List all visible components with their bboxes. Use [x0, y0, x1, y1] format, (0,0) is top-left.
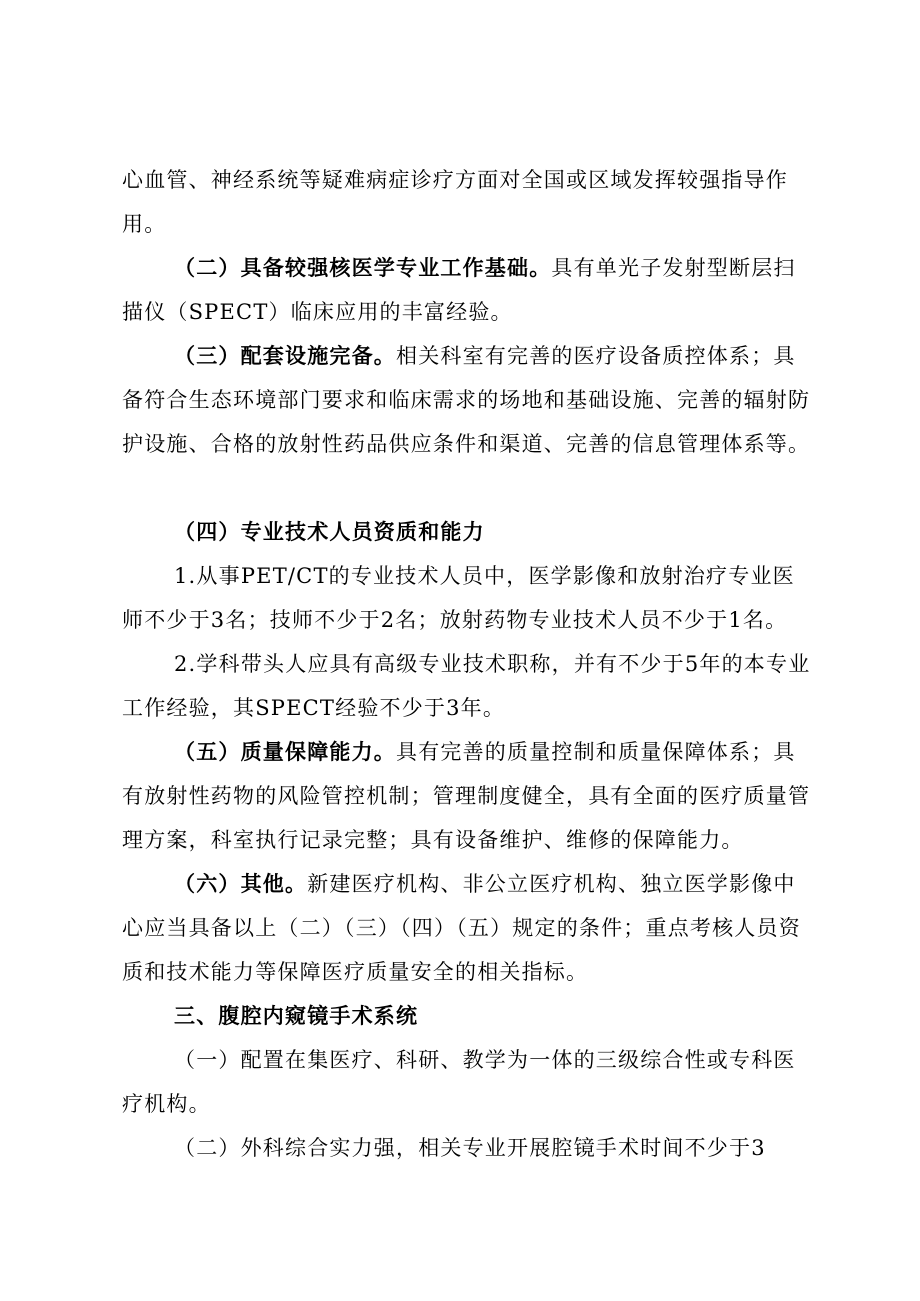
paragraph-item-4	[122, 510, 812, 554]
paragraph-text: （一）配置在集医疗、科研、教学为一体的三级综合性或专科医疗机构。	[122, 1048, 796, 1116]
paragraph-text: 2.学科带头人应具有高级专业技术职称，并有不少于5年的本专业工作经验，其SPECT经验不少于3年。	[122, 652, 811, 720]
paragraph-item-3	[122, 334, 812, 466]
paragraph-text: （二）外科综合实力强，相关专业开展腔镜手术时间不少于3	[174, 1136, 766, 1160]
paragraph-item-6	[122, 862, 812, 994]
paragraph-item-5	[122, 730, 812, 862]
paragraph-sub-1	[122, 554, 812, 642]
paragraph-sub-2	[122, 642, 812, 730]
paragraph-text: 1.从事PET/CT的专业技术人员中，医学影像和放射治疗专业医师不少于3名；技师不少于2名；放射药物专业技术人员不少于1名。	[122, 564, 795, 632]
item-body: 具有单光子发射型断层扫描仪（SPECT）临床应用的丰富经验。	[122, 256, 796, 324]
paragraph-item-2	[122, 246, 812, 334]
item-body: 相关科室有完善的医疗设备质控体系；具备符合生态环境部门要求和临床需求的场地和基础设施、完善的辐射防护设施、合格的放射性药品供应条件和渠道、完善的信息管理体系等。	[122, 344, 811, 456]
item-heading: （五）质量保障能力。	[174, 739, 396, 764]
item-heading: （四）专业技术人员资质和能力	[174, 519, 485, 544]
section-heading	[122, 994, 812, 1038]
section-heading-text: 三、腹腔内窥镜手术系统	[174, 1004, 419, 1028]
paragraph-sec3-2	[122, 1126, 812, 1170]
item-heading: （六）其他。	[174, 871, 308, 896]
item-heading: （三）配套设施完备。	[174, 343, 396, 368]
paragraph-sec3-1	[122, 1038, 812, 1126]
item-body: 新建医疗机构、非公立医疗机构、独立医学影像中心应当具备以上（二）（三）（四）（五）规定的条件；重点考核人员资质和技术能力等保障医疗质量安全的相关指标。	[122, 872, 801, 984]
paragraph-continuation	[122, 158, 812, 246]
paragraph-text: 心血管、神经系统等疑难病症诊疗方面对全国或区域发挥较强指导作用。	[122, 168, 788, 236]
item-body: 具有完善的质量控制和质量保障体系；具有放射性药物的风险管控机制；管理制度健全，具有全面的医疗质量管理方案，科室执行记录完整；具有设备维护、维修的保障能力。	[122, 740, 811, 852]
item-heading: （二）具备较强核医学专业工作基础。	[174, 255, 552, 280]
